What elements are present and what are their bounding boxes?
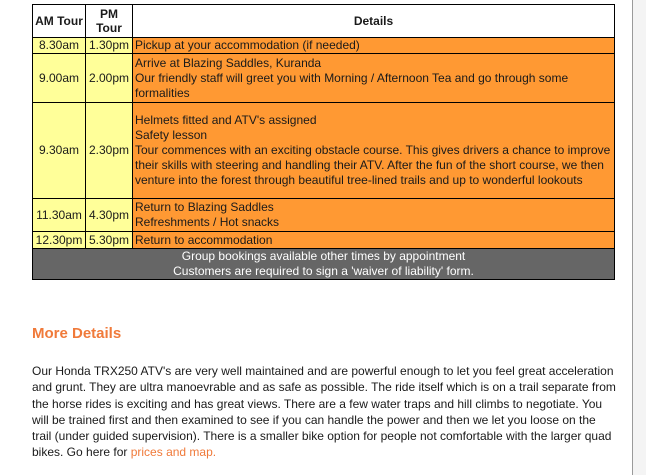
detail-cell — [133, 199, 615, 232]
detail-line: Safety lesson — [135, 128, 208, 142]
am-time-cell: 12.30pm — [33, 232, 86, 249]
detail-line: Tour commences with an exciting obstacle course. This gives drivers a chance to improve their skills with steering and handling their ATV. After the fun of the short course, we then venture into the forest through beautiful tree-lined trails and up to wonderful lookouts — [135, 143, 611, 187]
table-row — [33, 103, 615, 199]
detail-line: Refreshments / Hot snacks — [135, 215, 280, 229]
more-details-text: Our Honda TRX250 ATV's are very well maintained and are powerful enough to let you feel great acceleration and grunt. They are ultra manoevrable and as safe as possible. The ride itself which is on a trail separate from the horse rides is exciting and has great views. There are a few water traps and hill climbs to negotiate. You will be trained first and then examined to see if you can handle the power and then we let you loose on the trail (under guided supervision). There is a smaller bike option for people not comfortable with the larger quad bikes. Go here for — [32, 364, 616, 460]
prices-and-map-link[interactable]: prices and map. — [130, 445, 217, 460]
window-right-edge — [632, 0, 646, 475]
pm-time-cell: 2.00pm — [86, 54, 133, 103]
details-header: Details — [133, 5, 615, 38]
detail-line: Our friendly staff will greet you with Morning / Afternoon Tea and go through some formalities — [135, 70, 569, 100]
am-time-cell: 11.30am — [33, 199, 86, 232]
table-row — [33, 38, 615, 54]
table-header-row — [33, 5, 615, 38]
detail-cell — [133, 103, 615, 199]
pm-time-cell: 4.30pm — [86, 199, 133, 232]
detail-cell — [133, 54, 615, 103]
detail-line: Return to Blazing Saddles — [135, 200, 274, 214]
detail-line: Pickup at your accommodation (if needed) — [135, 38, 360, 52]
more-details-heading: More Details — [32, 325, 122, 342]
table-row — [33, 232, 615, 249]
detail-line: Helmets fitted and ATV's assigned — [135, 113, 317, 127]
am-time-cell: 8.30am — [33, 38, 86, 54]
table-footer-cell — [33, 249, 615, 280]
detail-line: Return to accommodation — [135, 232, 273, 247]
am-tour-header: AM Tour — [33, 5, 86, 38]
table-footer-row — [33, 249, 615, 280]
pm-time-cell: 5.30pm — [86, 232, 133, 249]
pm-header-line1: PM — [100, 7, 118, 21]
pm-tour-header — [86, 5, 133, 38]
pm-time-cell: 2.30pm — [86, 103, 133, 199]
more-details-paragraph — [32, 363, 617, 461]
table-row — [33, 54, 615, 103]
am-time-cell: 9.30am — [33, 103, 86, 199]
am-time-cell: 9.00am — [33, 54, 86, 103]
pm-time-cell: 1.30pm — [86, 38, 133, 54]
table-row — [33, 199, 615, 232]
detail-cell — [133, 232, 615, 249]
detail-cell — [133, 38, 615, 54]
waiver-note: Customers are required to sign a 'waiver of liability' form. — [173, 264, 474, 278]
detail-line: Arrive at Blazing Saddles, Kuranda — [135, 55, 322, 70]
pm-header-line2: Tour — [96, 21, 122, 35]
tour-schedule-table — [32, 4, 615, 280]
group-bookings-note: Group bookings available other times by appointment — [181, 249, 466, 263]
